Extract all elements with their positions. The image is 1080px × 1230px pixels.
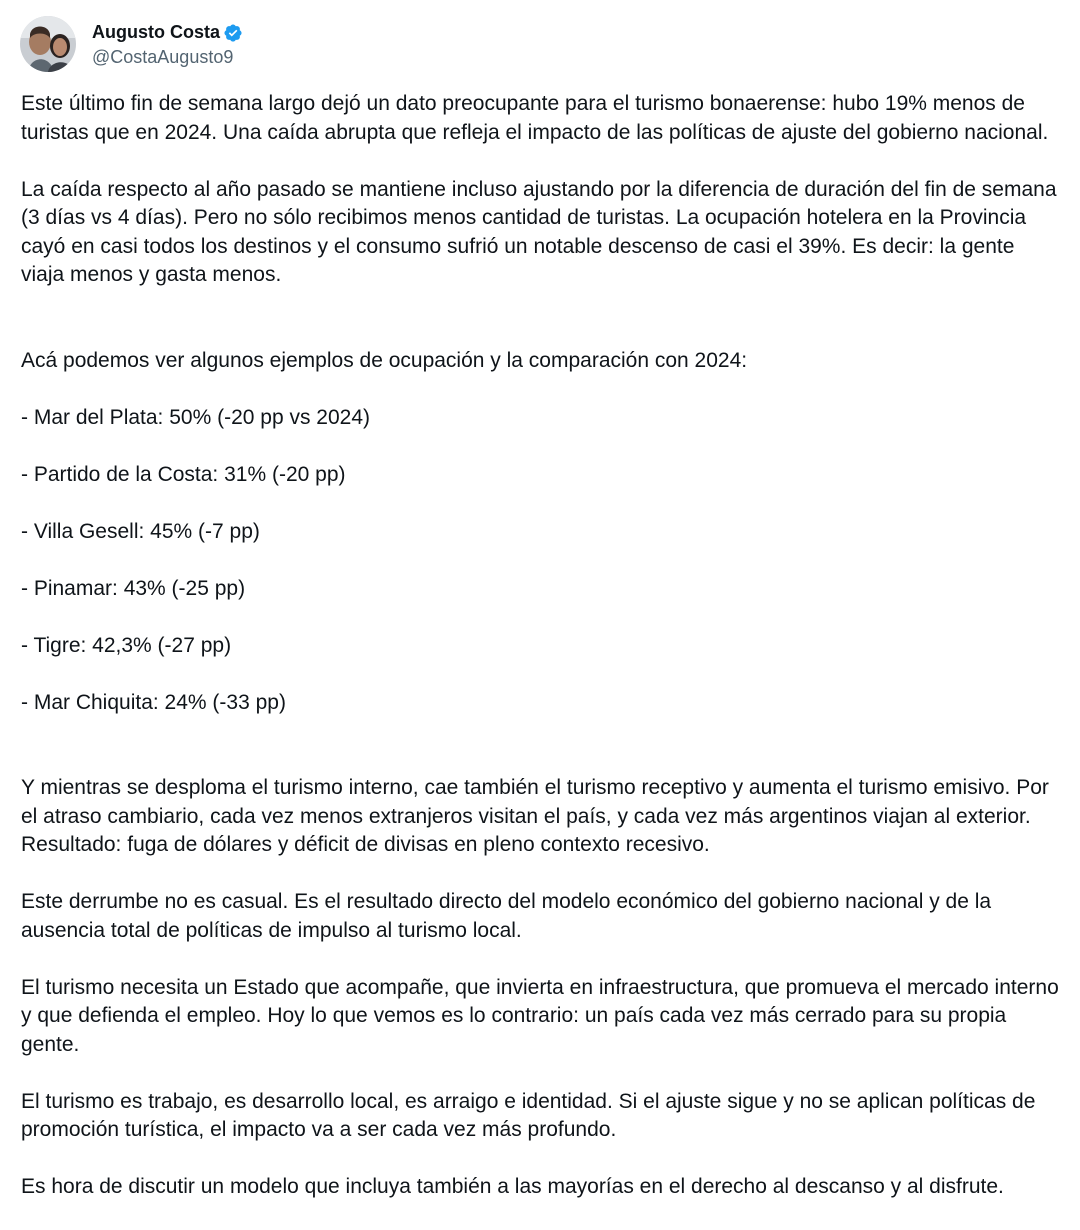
verified-badge-icon bbox=[223, 23, 243, 43]
tweet-paragraph-8: Es hora de discutir un modelo que incluya también a las mayorías en el derecho al descanso y al disfrute. bbox=[21, 1175, 1004, 1198]
list-item: - Mar del Plata: 50% (-20 pp vs 2024) bbox=[21, 405, 371, 429]
tweet-paragraph-6: El turismo necesita un Estado que acompañe, que invierta en infraestructura, que promueva el mercado interno y que defienda el empleo. Hoy lo que vemos es lo contrario: un país cada vez más cerrado para su propia gente. bbox=[21, 975, 1059, 1056]
tweet-paragraph-1: Este último fin de semana largo dejó un dato preocupante para el turismo bonaerense: hubo 19% menos de turistas que en 2024. Una caída abrupta que refleja el impacto de las políticas de ajuste del gobierno nacional. bbox=[21, 92, 1049, 144]
avatar-photo bbox=[20, 16, 76, 72]
tweet-paragraph-5: Este derrumbe no es casual. Es el resultado directo del modelo económico del gobierno nacional y de la ausencia total de políticas de impulso al turismo local. bbox=[21, 890, 992, 942]
list-item: - Partido de la Costa: 31% (-20 pp) bbox=[21, 462, 346, 486]
list-item: - Pinamar: 43% (-25 pp) bbox=[21, 576, 246, 600]
tweet-paragraph-7: El turismo es trabajo, es desarrollo local, es arraigo e identidad. Si el ajuste sigue y no se aplican políticas de promoción turística, el impacto va a ser cada vez más profundo. bbox=[21, 1089, 1036, 1141]
tweet-text bbox=[21, 90, 1061, 1230]
tweet-header bbox=[20, 14, 243, 74]
list-item: - Tigre: 42,3% (-27 pp) bbox=[21, 633, 232, 657]
name-row bbox=[92, 21, 243, 45]
tweet-paragraph-4: Y mientras se desploma el turismo interno, cae también el turismo receptivo y aumenta el turismo emisivo. Por el atraso cambiario, cada vez menos extranjeros visitan el país, y cada vez más argentinos viajan al exterior. Resultado: fuga de dólares y déficit de divisas en pleno contexto recesivo. bbox=[21, 776, 1049, 856]
tweet-paragraph-2: La caída respecto al año pasado se mantiene incluso ajustando por la diferencia de duración del fin de semana (3 días vs 4 días). Pero no sólo recibimos menos cantidad de turistas. La ocupación hotelera en la Provincia cayó en casi todos los destinos y el consumo sufrió un notable descenso de casi el 39%. Es decir: la gente viaja menos y gasta menos. bbox=[21, 177, 1057, 286]
occupancy-intro: Acá podemos ver algunos ejemplos de ocupación y la comparación con 2024: bbox=[21, 348, 748, 372]
list-item: - Mar Chiquita: 24% (-33 pp) bbox=[21, 690, 286, 714]
author-names bbox=[92, 21, 243, 68]
author-handle[interactable]: @CostaAugusto9 bbox=[92, 46, 234, 67]
tweet-paragraph-3 bbox=[21, 318, 1061, 746]
list-item: - Villa Gesell: 45% (-7 pp) bbox=[21, 519, 260, 543]
avatar[interactable] bbox=[20, 16, 76, 72]
display-name[interactable]: Augusto Costa bbox=[92, 22, 220, 42]
